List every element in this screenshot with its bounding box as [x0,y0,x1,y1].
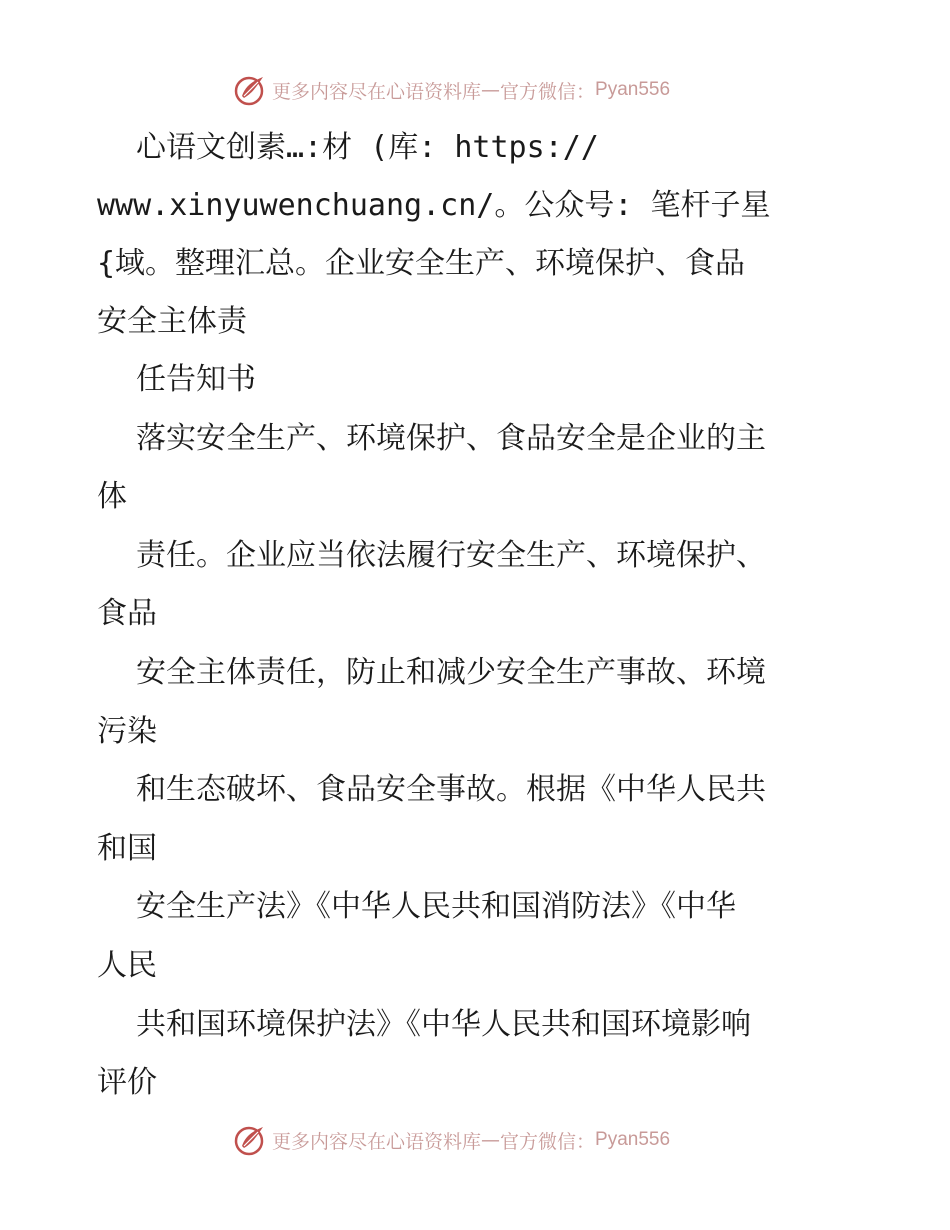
text-line: 和国 [97,831,157,866]
text-line: 评价 [97,1065,157,1100]
watermark-separator: — [481,79,501,101]
text-line: {域。整理汇总。企业安全生产、环境保护、食品 [97,246,746,281]
footer-watermark [234,1122,754,1158]
watermark-wechat-id: Pyan556 [595,1129,671,1150]
watermark-brand: 更多内容尽在心语资料库 [272,1130,482,1153]
watermark-wechat-id: Pyan556 [595,79,671,100]
text-line: 落实安全生产、环境保护、食品安全是企业的主 [136,421,766,456]
header-watermark [234,72,754,108]
watermark-subtitle: 官方微信： [500,1130,596,1153]
leaf-seal-icon [234,1124,266,1156]
text-line: 任告知书 [136,362,256,397]
text-line: 安全主体责任，防止和减少安全生产事故、环境 [136,655,766,690]
text-line: 安全生产法》《中华人民共和国消防法》《中华 [136,889,736,924]
text-line: 心语文创素…:材 (库: https:// [136,130,599,165]
text-line: 人民 [97,948,157,983]
watermark-separator: — [481,1129,501,1151]
text-line: 体 [97,479,127,514]
text-line: 安全主体责 [97,304,247,339]
watermark-brand: 更多内容尽在心语资料库 [272,80,482,103]
leaf-seal-icon [234,74,266,106]
watermark-subtitle: 官方微信： [500,80,596,103]
text-line: 污染 [97,714,157,749]
text-line: 和生态破坏、食品安全事故。根据《中华人民共 [136,772,766,807]
text-line: 责任。企业应当依法履行安全生产、环境保护、 [136,538,766,573]
text-line: 食品 [97,596,157,631]
text-line: 共和国环境保护法》《中华人民共和国环境影响 [136,1007,751,1042]
text-line: www.xinyuwenchuang.cn/。公众号: 笔杆子星 [97,188,771,223]
